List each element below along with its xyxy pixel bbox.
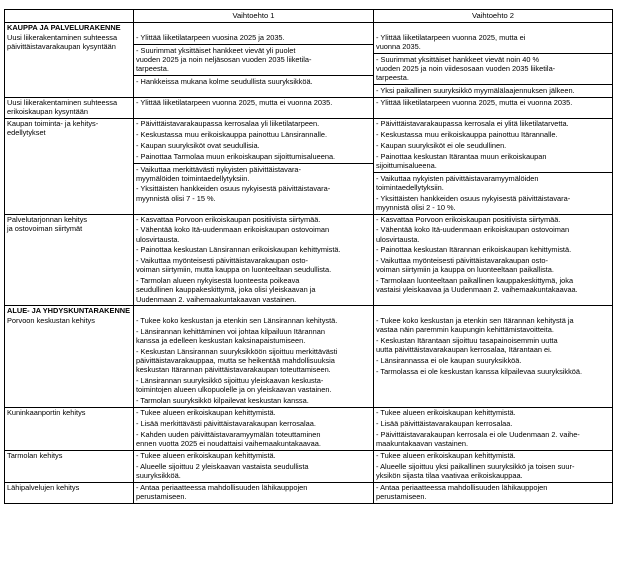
section-empty-cell: [134, 23, 374, 34]
bullet-text: - Tukee koko keskustan ja etenkin sen Länsirannan kehitystä.: [136, 316, 338, 326]
bullet-text: - Keskustan Länsirannan suuryksikköön sijoittuu merkittävästi päivittäistavarakauppaa, mutta se heikentää mahdollisuuksia keskustan Itärannan päivittäistavarakaupan toteuttamiseen.: [136, 347, 338, 375]
bullet-text: - Tarmolan alueen nykyisestä luonteesta poikeava seudullinen kauppakeskittymä, joka olisi yleiskaavan ja Uudenmaan 2. vaihemaakuntakaavan vastainen.: [136, 276, 316, 304]
table-row: [5, 97, 613, 118]
cell-separator: [374, 172, 612, 173]
table-row: [5, 214, 613, 306]
bullet-text: - Keskustassa muu erikoiskauppa painottuu Itärannalle.: [376, 129, 558, 139]
bullet-text: - Päivittäistavarakaupassa kerrosalaa yli liiketilatarpeen.: [136, 118, 320, 128]
row-label-text: Lähipalvelujen kehitys: [7, 482, 80, 492]
option-1-cell: [134, 408, 374, 451]
option-1-cell: [134, 482, 374, 503]
row-label-text: Uusi liikerakentaminen suhteessa erikoiskaupan kysyntään: [7, 97, 118, 117]
bullet-text: - Tarmolaan luonteeltaan paikallinen kauppakeskittymä, joka vastaisi yleiskaavaa ja Uudenmaan 2. vaihemaakuntakaavaa.: [376, 276, 578, 295]
table-row: [5, 316, 613, 407]
cell-separator: [374, 84, 612, 85]
bullet-text: - Vaikuttaa myönteisesti päivittäistavarakaupan osto- voiman siirtymiin, mutta kauppa on luonteeltaan seudullista.: [136, 256, 332, 275]
bullet-text: - Vaikuttaa myönteisesti päivittäistavarakaupan osto- voiman siirtymiin ja kauppa on luonteeltaan paikallista.: [376, 256, 554, 275]
table-row: [5, 408, 613, 451]
bullet-text: - Keskustassa muu erikoiskauppa painottuu Länsirannalle.: [136, 129, 328, 139]
bullet-text: - Yksi paikallinen suuryksikkö myymälälaajennuksen jälkeen.: [376, 86, 575, 96]
bullet-text: - Ylittää liiketilatarpeen vuonna 2025, mutta ei vuonna 2035.: [376, 33, 526, 52]
option-1-cell: [134, 33, 374, 97]
bullet-text: - Tarmolan suuryksikkö kilpailevat keskustan kanssa.: [136, 396, 309, 406]
bullet-text: - Painottaa keskustan Itärantaa muun erikoiskaupan sijoittumisalueena.: [376, 151, 547, 170]
row-label: [5, 214, 134, 306]
option-1-cell: [134, 97, 374, 118]
option-2-cell: [374, 316, 613, 407]
bullet-text: - Tukee alueen erikoiskaupan kehittymistä.: [136, 450, 276, 460]
bullet-text: - Antaa periaatteessa mahdollisuuden lähikauppojen perustamiseen.: [136, 482, 308, 501]
bullet-text: - Tukee alueen erikoiskaupan kehittymistä.: [376, 450, 516, 460]
option-1-cell: [134, 450, 374, 482]
bullet-text: - Painottaa keskustan Länsirannan erikoiskaupan kehittymistä.: [136, 245, 341, 255]
section-empty-cell: [374, 23, 613, 34]
section-title: ALUE- JA YHDYSKUNTARAKENNE: [5, 306, 134, 317]
section-title: KAUPPA JA PALVELURAKENNE: [5, 23, 134, 34]
bullet-text: - Tarmolassa ei ole keskustan kanssa kilpailevaa suuryksikköä.: [376, 367, 583, 377]
option-2-cell: [374, 33, 613, 97]
row-label-text: Porvoon keskustan kehitys: [7, 316, 95, 326]
bullet-text: - Kaupan suuryksiköt ovat seudullisia.: [136, 140, 260, 150]
bullet-text: - Ylittää liiketilatarpeen vuosina 2025 ja 2035.: [136, 33, 285, 42]
bullet-text: - Kaupan suuryksiköt ei ole seudullinen.: [376, 140, 507, 150]
bullet-text: - Yksittäisten hankkeiden osuus nykyisestä päivittäistavara- myynnistä olisi 2 - 10 %.: [376, 193, 571, 212]
bullet-text: - Tukee koko keskustan ja etenkin sen Itärannan kehitystä ja vastaa näin paremmin kaupungin kehittämistavoitteita.: [376, 316, 574, 335]
section-empty-cell: [374, 306, 613, 317]
option-2-cell: [374, 214, 613, 306]
row-label-text: Palvelutarjonnan kehitys ja ostovoiman siirtymät: [7, 214, 88, 233]
row-label-text: Kuninkaanportin kehitys: [7, 408, 86, 418]
bullet-text: - Vähentää koko Itä-uudenmaan erikoiskaupan ostovoiman ulosvirtausta.: [376, 225, 570, 244]
bullet-text: - Alueelle sijoittuu 2 yleiskaavan vastaista seudullista suuryksikköä.: [136, 461, 309, 480]
bullet-text: - Länsirannan kehittäminen voi johtaa kilpailuun Itärannan kanssa ja edelleen keskustan kaksinapaistumiseen.: [136, 327, 325, 346]
table-row: [5, 482, 613, 503]
row-label: [5, 408, 134, 451]
bullet-text: - Ylittää liiketilatarpeen vuonna 2025, mutta ei vuonna 2035.: [136, 97, 333, 107]
option-1-cell: [134, 214, 374, 306]
bullet-text: - Kasvattaa Porvoon erikoiskaupan positiivista siirtymää.: [376, 214, 561, 224]
row-label: [5, 118, 134, 214]
bullet-text: - Suurimmat yksittäiset hankkeet vievät yli puolet vuoden 2025 ja noin neljäsosan vuoden 2035 liiketila- tarpeesta.: [136, 45, 312, 74]
bullet-text: - Tukee alueen erikoiskaupan kehittymistä.: [376, 408, 516, 418]
header-row: [5, 10, 613, 23]
bullet-text: - Keskustan Itärantaan sijoittuu tasapainoisemmin uutta uutta päivittäistavarakaupan kerrosalaa, Itärantaan ei.: [376, 336, 558, 355]
header-option-1: Vaihtoehto 1: [134, 10, 374, 23]
bullet-text: - Yksittäisten hankkeiden osuus nykyisestä päivittäistavara- myynnistä olisi 7 - 15 %.: [136, 184, 331, 203]
cell-separator: [134, 44, 373, 45]
bullet-text: - Tukee alueen erikoiskaupan kehittymistä.: [136, 408, 276, 418]
bullet-text: - Kasvattaa Porvoon erikoiskaupan positiivista siirtymää.: [136, 214, 321, 224]
cell-separator: [134, 163, 373, 164]
bullet-text: - Ylittää liiketilatarpeen vuonna 2025, mutta ei vuonna 2035.: [376, 97, 573, 107]
bullet-text: - Vaikuttaa merkittävästi nykyisten päivittäistavara- myymälöiden toimintaedellytyksiin.: [136, 164, 301, 183]
bullet-text: - Painottaa Tarmolaa muun erikoiskaupan sijoittumisalueena.: [136, 151, 336, 161]
row-label: [5, 316, 134, 407]
row-label-text: Kaupan toiminta- ja kehitys- edellytykset: [7, 118, 99, 138]
bullet-text: - Vähentää koko Itä-uudenmaan erikoiskaupan ostovoiman ulosvirtausta.: [136, 225, 330, 244]
option-1-cell: [134, 118, 374, 214]
row-label-text: Uusi liikerakentaminen suhteessa päivittäistavarakaupan kysyntään: [7, 33, 118, 52]
option-2-cell: [374, 97, 613, 118]
option-2-cell: [374, 482, 613, 503]
option-2-cell: [374, 450, 613, 482]
bullet-text: - Antaa periaatteessa mahdollisuuden lähikauppojen perustamiseen.: [376, 482, 548, 501]
bullet-text: - Hankkeissa mukana kolme seudullista suuryksikköä.: [136, 76, 313, 86]
bullet-text: - Lisää päivittäistavarakaupan kerrosalaa.: [376, 419, 513, 429]
section-header-row: [5, 23, 613, 34]
table-row: [5, 450, 613, 482]
bullet-text: - Länsirannassa ei ole kaupan suuryksikköä.: [376, 356, 522, 366]
bullet-text: - Suurimmat yksittäiset hankkeet vievät noin 40 % vuoden 2025 ja noin viidesosaan vuoden 2035 liiketila- tarpeesta.: [376, 54, 556, 83]
section-header-row: [5, 306, 613, 317]
cell-separator: [374, 53, 612, 54]
bullet-text: - Päivittäistavarakaupan kerrosala ei ole Uudenmaan 2. vaihe- maakuntakaavan vastainen.: [376, 430, 580, 449]
bullet-text: - Alueelle sijoittuu yksi paikallinen suuryksikkö ja toisen suur- yksikön sijasta tilaa vaativaa erikoiskauppaa.: [376, 461, 575, 480]
option-2-cell: [374, 118, 613, 214]
row-label: [5, 33, 134, 97]
option-1-cell: [134, 316, 374, 407]
header-option-2: Vaihtoehto 2: [374, 10, 613, 23]
bullet-text: - Painottaa keskustan Itärannan erikoiskaupan kehittymistä.: [376, 245, 572, 255]
bullet-text: - Päivittäistavarakaupassa kerrosala ei ylitä liiketilatarvetta.: [376, 118, 569, 128]
bullet-text: - Länsirannan suuryksikkö sijoittuu yleiskaavan keskusta- toimintojen alueen ulkopuolelle ja on yleiskaavan vastainen.: [136, 376, 332, 395]
table-row: [5, 33, 613, 97]
bullet-text: - Vaikuttaa nykyisten päivittäistavaramyymälöiden toimintaedellytyksiin.: [376, 173, 539, 192]
row-label: [5, 97, 134, 118]
comparison-table: [4, 9, 613, 504]
header-blank: [5, 10, 134, 23]
section-empty-cell: [134, 306, 374, 317]
bullet-text: - Kahden uuden päivittäistavaramyymälän toteuttaminen ennen vuotta 2025 ei noudattaisi vaihemaakuntakaavaa.: [136, 430, 321, 449]
row-label: [5, 450, 134, 482]
row-label: [5, 482, 134, 503]
cell-separator: [134, 75, 373, 76]
bullet-text: - Lisää merkittävästi päivittäistavarakaupan kerrosalaa.: [136, 419, 316, 429]
row-label-text: Tarmolan kehitys: [7, 450, 63, 460]
table-row: [5, 118, 613, 214]
option-2-cell: [374, 408, 613, 451]
